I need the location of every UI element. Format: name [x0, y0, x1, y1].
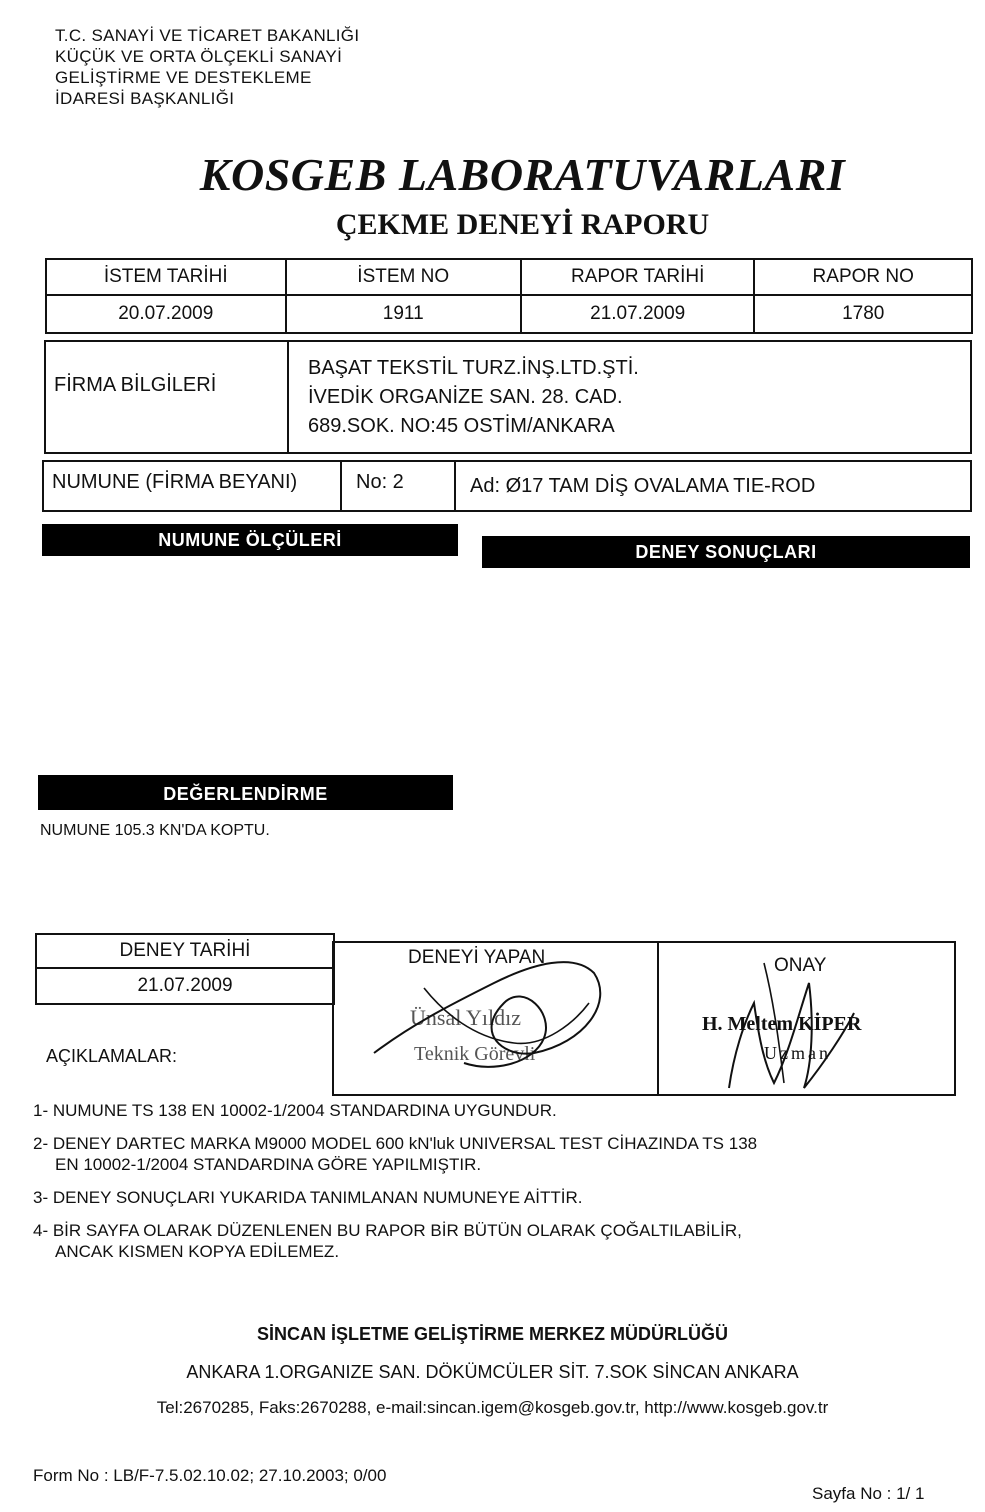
firma-line-3: 689.SOK. NO:45 OSTİM/ANKARA — [308, 415, 615, 437]
degerlendirme-text: NUMUNE 105.3 KN'DA KOPTU. — [40, 822, 270, 839]
numune-divider-2 — [454, 462, 456, 510]
report-info-table — [45, 258, 973, 334]
ministry-line-2: KÜÇÜK VE ORTA ÖLÇEKLİ SANAYİ — [55, 47, 343, 66]
numune-divider-1 — [340, 462, 342, 510]
ministry-line-1: T.C. SANAYİ VE TİCARET BAKANLIĞI — [55, 26, 360, 45]
rapor-tarihi-label: RAPOR TARİHİ — [521, 259, 755, 295]
ministry-line-3: GELİŞTİRME VE DESTEKLEME — [55, 68, 312, 87]
note-4b: ANCAK KISMEN KOPYA EDİLEMEZ. — [55, 1242, 340, 1261]
ministry-header — [55, 25, 359, 109]
note-2b: EN 10002-1/2004 STANDARDINA GÖRE YAPILMIŞTIR. — [55, 1155, 482, 1174]
footer-org: SİNCAN İŞLETME GELİŞTİRME MERKEZ MÜDÜRLÜĞÜ — [257, 1324, 728, 1344]
deney-sonuclari-bar: DENEY SONUÇLARI — [482, 536, 970, 568]
signature-scribbles — [334, 943, 954, 1094]
onay-signature-stroke — [729, 983, 854, 1088]
aciklamalar-label: AÇIKLAMALAR: — [46, 1046, 178, 1066]
sayfa-no: Sayfa No : 1/ 1 — [812, 1484, 925, 1503]
istem-no-value: 1911 — [286, 295, 521, 333]
report-subtitle: ÇEKME DENEYİ RAPORU — [335, 208, 710, 241]
note-2a: 2- DENEY DARTEC MARKA M9000 MODEL 600 kN'luk UNIVERSAL TEST CİHAZINDA TS 138 — [33, 1134, 758, 1153]
yapan-signature-stroke-2 — [424, 988, 589, 1043]
yapan-signature-stroke — [374, 962, 600, 1067]
deney-tarihi-value: 21.07.2009 — [36, 968, 334, 1004]
numune-ad: Ad: Ø17 TAM DİŞ OVALAMA TIE-ROD — [470, 475, 816, 497]
deneyi-yapan-name: Ünsal Yıldız — [410, 1005, 521, 1030]
form-no: Form No : LB/F-7.5.02.10.02; 27.10.2003; 0/00 — [33, 1466, 387, 1485]
firma-line-2: İVEDİK ORGANİZE SAN. 28. CAD. — [308, 386, 623, 408]
rapor-no-value: 1780 — [754, 295, 972, 333]
degerlendirme-bar: DEĞERLENDİRME — [38, 775, 453, 810]
note-1: 1- NUMUNE TS 138 EN 10002-1/2004 STANDARDINA UYGUNDUR. — [33, 1101, 557, 1120]
firma-address — [308, 354, 639, 441]
deney-tarihi-label: DENEY TARİHİ — [36, 934, 334, 968]
onay-name: H. Meltem KİPER — [702, 1013, 862, 1035]
deney-tarihi-table — [35, 933, 335, 1005]
onay-label: ONAY — [774, 955, 827, 976]
numune-olculeri-bar: NUMUNE ÖLÇÜLERİ — [42, 524, 458, 556]
ministry-line-4: İDARESİ BAŞKANLIĞI — [55, 89, 235, 108]
firma-label: FİRMA BİLGİLERİ — [54, 374, 217, 396]
onay-title: Uzman — [764, 1043, 831, 1063]
notes-list — [33, 1100, 953, 1274]
rapor-tarihi-value: 21.07.2009 — [521, 295, 755, 333]
istem-tarihi-value: 20.07.2009 — [46, 295, 286, 333]
signature-box — [332, 941, 956, 1096]
rapor-no-label: RAPOR NO — [754, 259, 972, 295]
note-4a: 4- BİR SAYFA OLARAK DÜZENLENEN BU RAPOR BİR BÜTÜN OLARAK ÇOĞALTILABİLİR, — [33, 1221, 742, 1240]
firma-box — [44, 340, 972, 454]
firma-divider — [287, 342, 289, 452]
istem-no-label: İSTEM NO — [286, 259, 521, 295]
deneyi-yapan-title: Teknik Görevli — [414, 1043, 536, 1065]
footer-contact: Tel:2670285, Faks:2670288, e-mail:sincan.igem@kosgeb.gov.tr, http://www.kosgeb.gov.tr — [156, 1398, 829, 1417]
report-title: KOSGEB LABORATUVARLARI — [199, 149, 846, 200]
numune-no: No: 2 — [356, 471, 404, 493]
numune-box — [42, 460, 972, 512]
note-3: 3- DENEY SONUÇLARI YUKARIDA TANIMLANAN NUMUNEYE AİTTİR. — [33, 1188, 583, 1207]
firma-line-1: BAŞAT TEKSTİL TURZ.İNŞ.LTD.ŞTİ. — [308, 357, 639, 379]
istem-tarihi-label: İSTEM TARİHİ — [46, 259, 286, 295]
numune-label: NUMUNE (FİRMA BEYANI) — [52, 471, 298, 493]
footer-address: ANKARA 1.ORGANIZE SAN. DÖKÜMCÜLER SİT. 7.SOK SİNCAN ANKARA — [186, 1362, 799, 1382]
deneyi-yapan-label: DENEYİ YAPAN — [408, 947, 546, 968]
